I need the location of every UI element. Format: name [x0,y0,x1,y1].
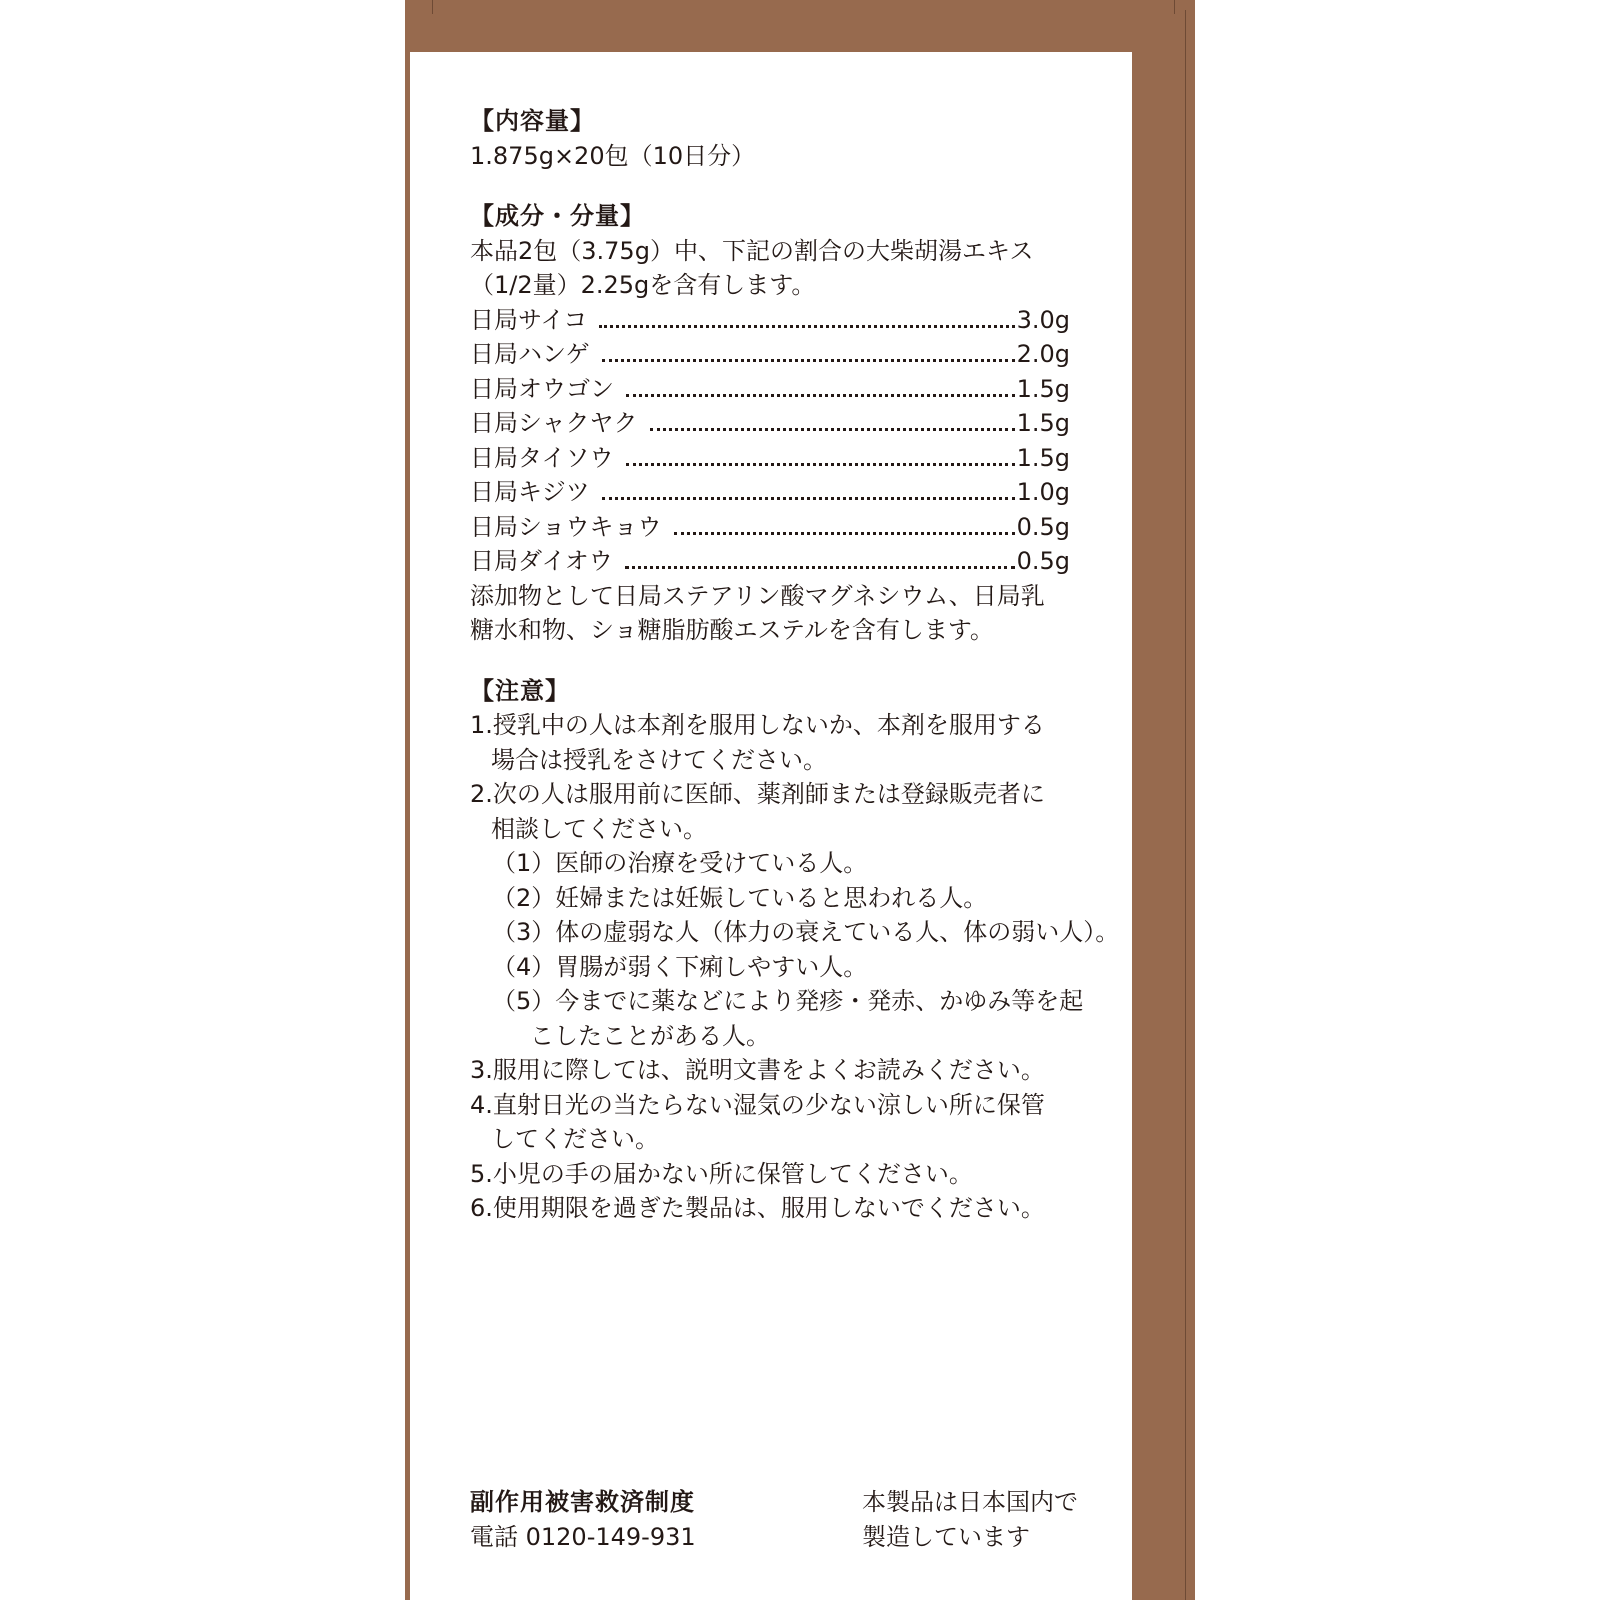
dot-leader [626,394,1015,397]
caution-subitem: （3）体の虚弱な人（体力の衰えている人、体の弱い人）。 [492,918,1120,946]
box-fold-line [1174,0,1175,14]
ingredients-section [470,199,1110,648]
relief-system-block [470,1485,696,1554]
additives-line: 糖水和物、ショ糖脂肪酸エステルを含有します。 [470,616,994,644]
dot-leader [625,566,1015,569]
ingredient-amount: 1.0g [1016,478,1070,506]
caution-heading: 【注意】 [470,676,570,705]
caution-item-1: 1.授乳中の人は本剤を服用しないか、本剤を服用する [470,711,1045,739]
ingredient-amount: 1.5g [1016,374,1070,403]
ingredient-name: 日局ハンゲ [470,340,590,368]
caution-item-3: 3.服用に際しては、説明文書をよくお読みください。 [470,1056,1045,1084]
caution-subitem: （2）妊婦または妊娠していると思われる人。 [492,883,988,912]
ingredient-amount: 2.0g [1016,340,1070,368]
caution-subitem: （5）今までに薬などにより発疹・発赤、かゆみ等を起 [492,987,1084,1015]
relief-system-phone: 電話 0120-149-931 [470,1522,696,1551]
ingredient-name: 日局シャクヤク [470,409,638,437]
ingredient-name: 日局オウゴン [470,374,614,403]
dot-leader [602,497,1015,500]
content-volume-text: 1.875g×20包（10日分） [470,141,756,170]
box-fold-line [432,0,433,14]
caution-subitem-cont: こしたことがある人。 [530,1021,770,1050]
ingredients-heading: 【成分・分量】 [470,202,645,230]
box-edge-line [1185,10,1186,1600]
caution-item-4-cont: してください。 [491,1125,659,1153]
ingredients-intro-line: 本品2包（3.75g）中、下記の割合の大柴胡湯エキス [470,236,1034,265]
caution-item-2-cont: 相談してください。 [491,814,707,843]
ingredient-amount: 1.5g [1016,443,1070,472]
ingredient-row [470,303,1070,338]
ingredient-row [470,372,1070,407]
ingredient-row [470,510,1070,545]
content-volume-section [470,104,1110,173]
ingredient-name: 日局ショウキョウ [470,512,662,541]
ingredients-intro-line: （1/2量）2.25gを含有します。 [470,271,816,299]
dot-leader [626,463,1015,466]
ingredient-row [470,337,1070,372]
additives-line: 添加物として日局ステアリン酸マグネシウム、日局乳 [470,581,1045,610]
dot-leader [674,532,1015,535]
ingredient-row [470,406,1070,441]
dot-leader [602,359,1015,362]
ingredient-row [470,475,1070,510]
caution-item-4: 4.直射日光の当たらない湿気の少ない涼しい所に保管 [470,1090,1045,1119]
made-in-japan-line: 製造しています [862,1522,1030,1551]
ingredient-row [470,544,1070,579]
ingredient-amount: 0.5g [1016,512,1070,541]
caution-item-1-cont: 場合は授乳をさけてください。 [491,745,827,774]
dot-leader [650,428,1015,431]
caution-subitem: （1）医師の治療を受けている人。 [492,849,868,877]
ingredient-amount: 0.5g [1016,547,1070,575]
made-in-japan-line: 本製品は日本国内で [862,1488,1078,1516]
ingredient-row [470,441,1070,476]
dot-leader [599,325,1014,328]
made-in-japan-block [862,1485,1078,1554]
caution-subitem: （4）胃腸が弱く下痢しやすい人。 [492,952,868,981]
ingredient-amount: 3.0g [1016,305,1070,334]
caution-item-2: 2.次の人は服用前に医師、薬剤師または登録販売者に [470,780,1045,808]
ingredient-amount: 1.5g [1016,409,1070,437]
ingredient-name: 日局キジツ [470,478,590,506]
ingredient-name: 日局サイコ [470,305,588,334]
label-content [470,104,1120,1226]
relief-system-title: 副作用被害救済制度 [470,1488,695,1516]
caution-section [470,674,1120,1226]
ingredient-name: 日局ダイオウ [470,547,613,575]
caution-item-6: 6.使用期限を過ぎた製品は、服用しないでください。 [470,1194,1045,1222]
content-volume-heading: 【内容量】 [470,107,595,135]
ingredient-name: 日局タイソウ [470,443,614,472]
caution-item-5: 5.小児の手の届かない所に保管してください。 [470,1159,973,1188]
